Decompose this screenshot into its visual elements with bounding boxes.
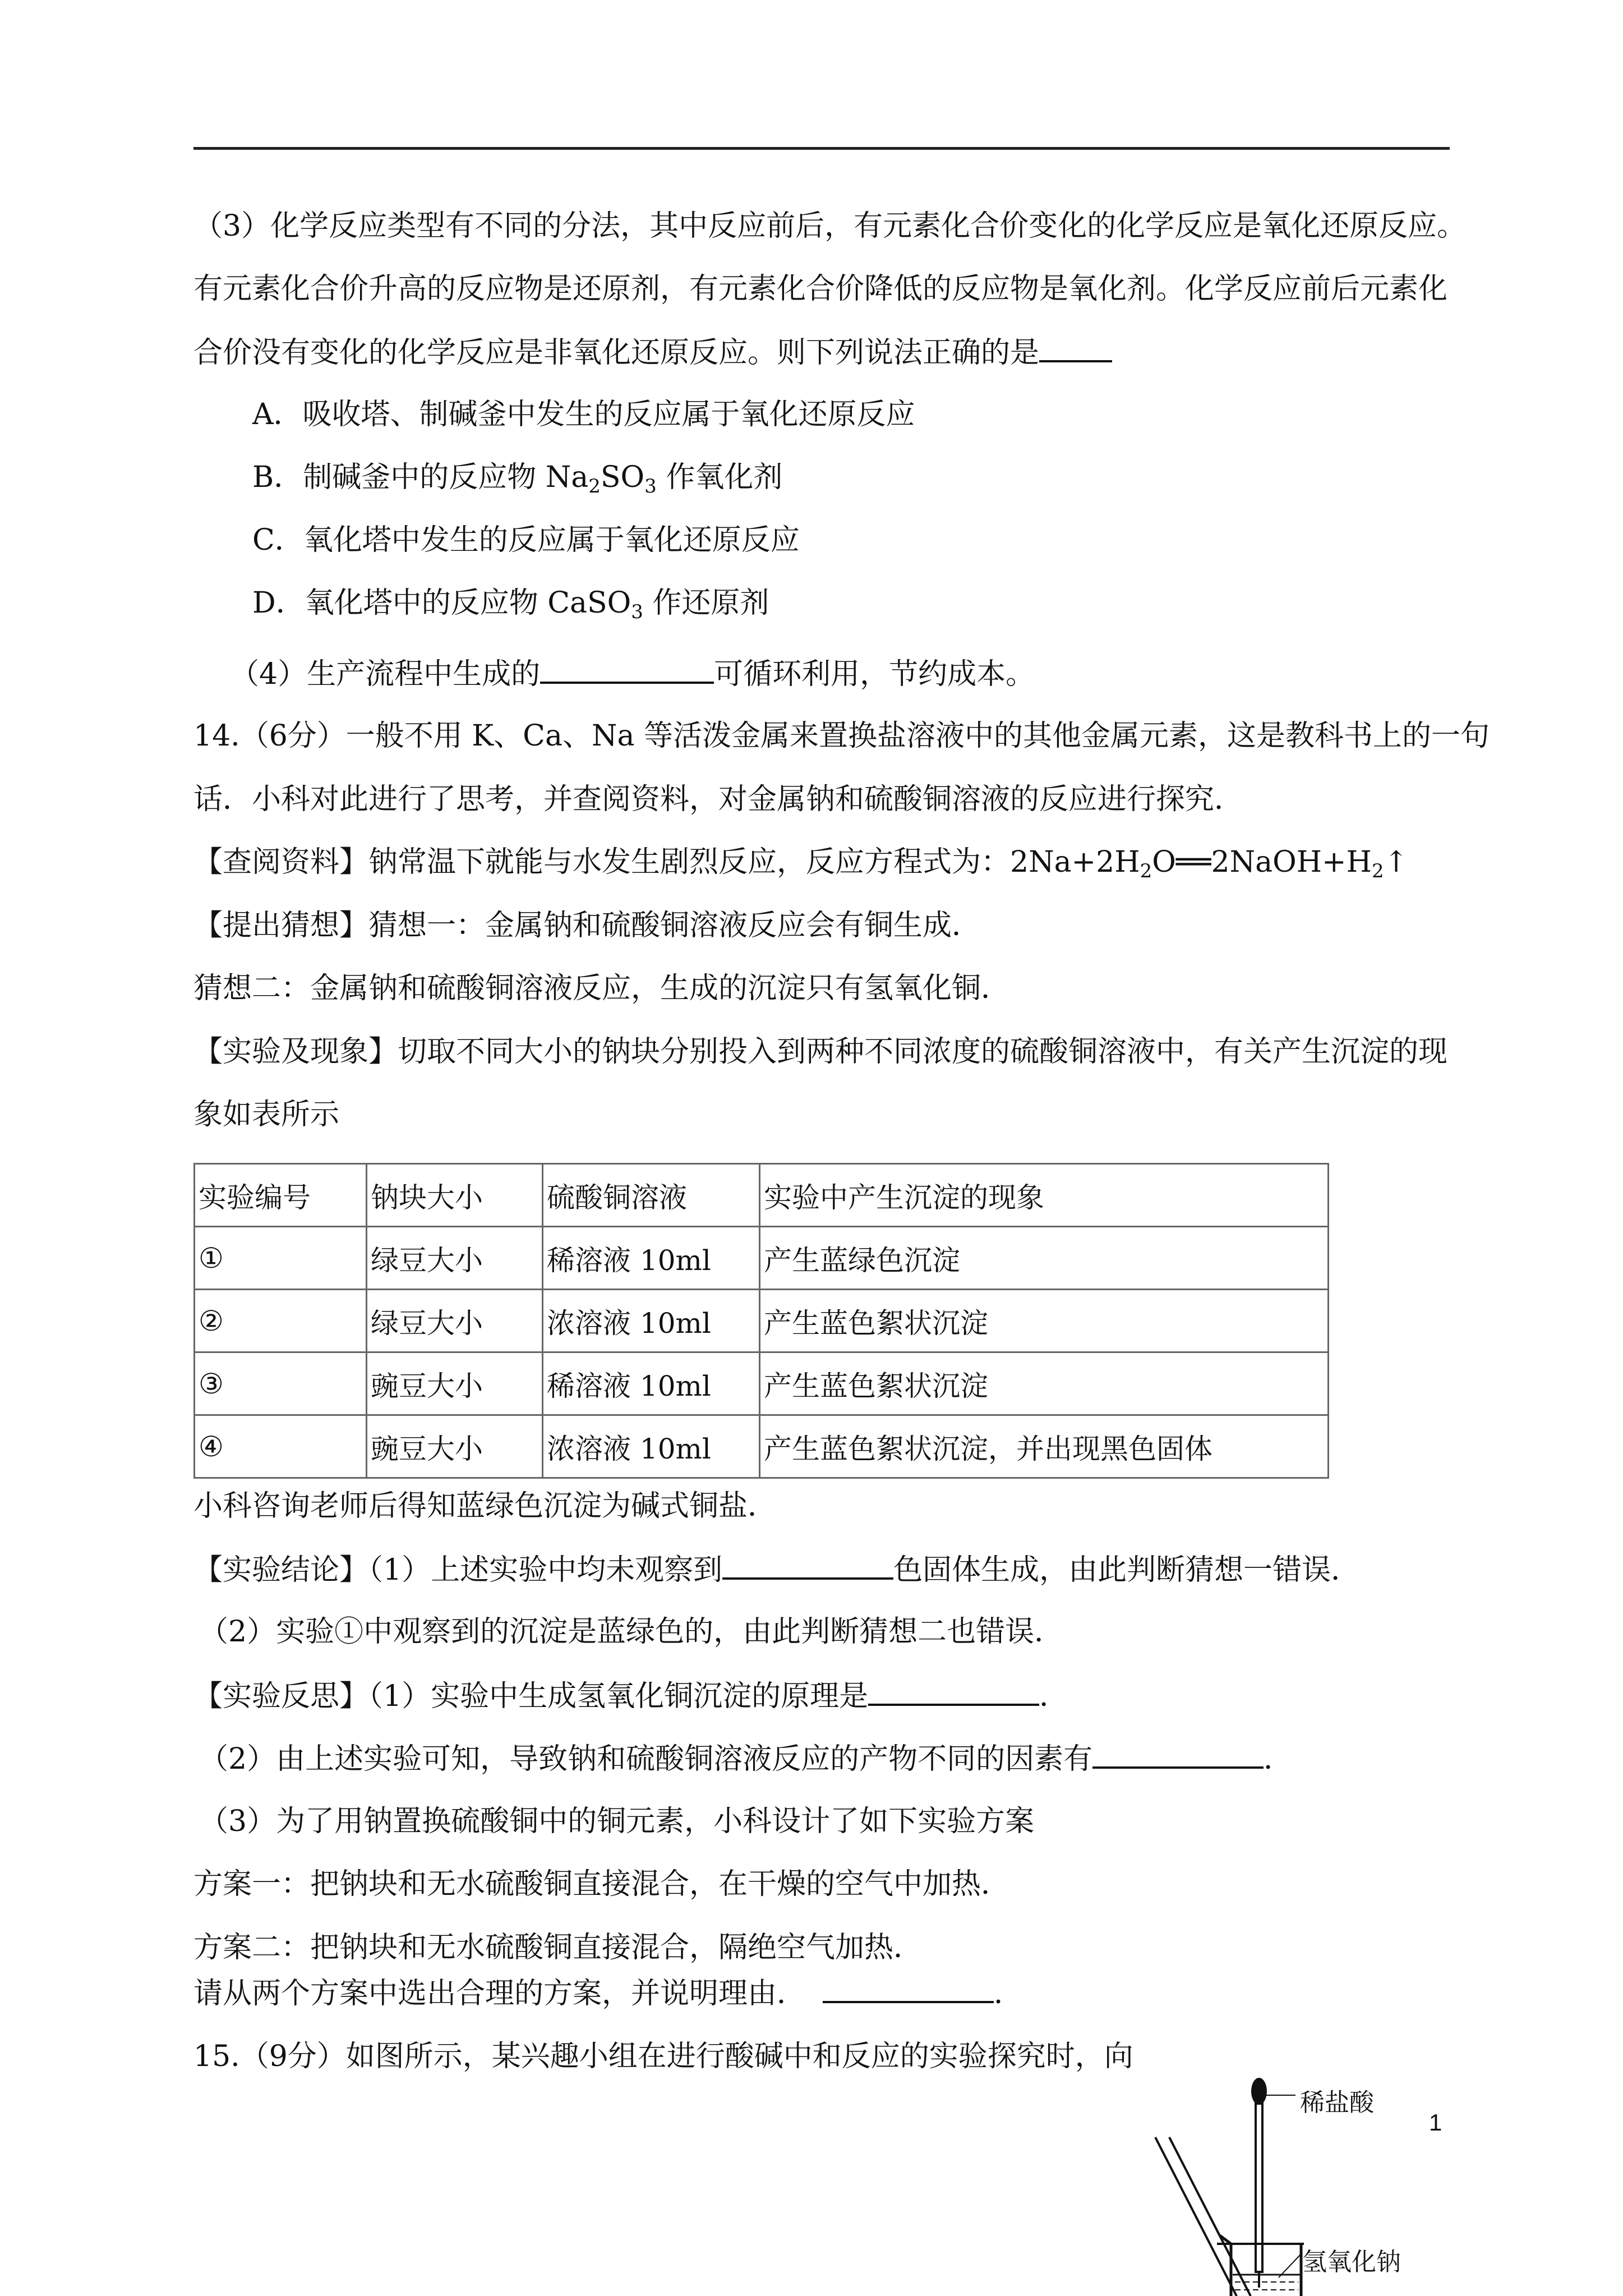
table-row xyxy=(195,1415,1329,1478)
table-header-cell: 实验编号 xyxy=(195,1164,367,1227)
page-number: 1 xyxy=(1429,2109,1442,2136)
table-cell: 产生蓝绿色沉淀 xyxy=(760,1227,1329,1290)
answer-blank[interactable] xyxy=(722,1549,893,1580)
table-row xyxy=(195,1352,1329,1415)
table-cell: 豌豆大小 xyxy=(367,1415,543,1478)
table-cell: 浓溶液 10ml xyxy=(543,1415,760,1478)
table-cell: 豌豆大小 xyxy=(367,1352,543,1415)
dropper-bulb-icon xyxy=(1251,2078,1267,2105)
label-dilute-hcl: 稀盐酸 xyxy=(1300,2088,1374,2117)
q13-part3-line2: 有元素化合价升高的反应物是还原剂，有元素化合价降低的反应物是氧化剂。化学反应前后元素化 xyxy=(193,272,1448,306)
q13-part3-line3: 合价没有变化的化学反应是非氧化还原反应。则下列说法正确的是 xyxy=(193,332,1112,372)
q14-line2: 话．小科对此进行了思考，并查阅资料，对金属钠和硫酸铜溶液的反应进行探究． xyxy=(193,783,1244,816)
q14-reflection1: 【实验反思】（1）实验中生成氢氧化铜沉淀的原理是 ． xyxy=(193,1676,1068,1716)
q13-option-c: C．氧化塔中发生的反应属于氧化还原反应 xyxy=(252,523,800,557)
answer-blank[interactable] xyxy=(540,654,714,684)
answer-blank[interactable] xyxy=(1092,1738,1264,1769)
q14-guess2: 猜想二：金属钠和硫酸铜溶液反应，生成的沉淀只有氢氧化铜． xyxy=(193,972,1011,1005)
q14-after-table: 小科咨询老师后得知蓝绿色沉淀为碱式铜盐． xyxy=(193,1489,777,1523)
table-cell: 产生蓝色絮状沉淀 xyxy=(760,1290,1329,1352)
q14-experiment-line1: 【实验及现象】切取不同大小的钠块分别投入到两种不同浓度的硫酸铜溶液中，有关产生沉淀的现 xyxy=(193,1035,1448,1069)
q14-line1: 14.（6分）一般不用 K、Ca、Na 等活泼金属来置换盐溶液中的其他金属元素，这是教科书上的一句 xyxy=(193,719,1490,753)
q14-guess1: 【提出猜想】猜想一：金属钠和硫酸铜溶液反应会有铜生成． xyxy=(193,909,981,942)
table-cell: 产生蓝色絮状沉淀 xyxy=(760,1352,1329,1415)
experiment-table xyxy=(193,1163,1329,1479)
table-cell: ① xyxy=(195,1227,367,1290)
answer-blank[interactable] xyxy=(868,1676,1039,1706)
table-cell: ② xyxy=(195,1290,367,1352)
table-cell: 稀溶液 10ml xyxy=(543,1352,760,1415)
header-rule xyxy=(193,147,1450,150)
glass-rod-icon xyxy=(1155,2137,1237,2296)
table-header-cell: 实验中产生沉淀的现象 xyxy=(760,1164,1329,1227)
q14-reflection2: （2）由上述实验可知，导致钠和硫酸铜溶液反应的产物不同的因素有 ． xyxy=(199,1738,1293,1779)
table-cell: ③ xyxy=(195,1352,367,1415)
label-naoh: 氢氧化钠 xyxy=(1302,2248,1401,2276)
q13-option-b: B．制碱釜中的反应物 $Na_2SO_3$ 作氧化剂 xyxy=(252,461,783,498)
q14-reflection3: （3）为了用钠置换硫酸铜中的铜元素，小科设计了如下实验方案 xyxy=(199,1805,1035,1838)
q14-choose: 请从两个方案中选出合理的方案，并说明理由． ． xyxy=(193,1973,1023,2013)
table-cell: 绿豆大小 xyxy=(367,1290,543,1352)
table-header-row xyxy=(195,1164,1329,1227)
q14-plan1: 方案一：把钠块和无水硫酸铜直接混合，在干燥的空气中加热． xyxy=(193,1867,1011,1901)
q15-line1: 15.（9分）如图所示，某兴趣小组在进行酸碱中和反应的实验探究时，向 xyxy=(193,2040,1133,2073)
q14-conclusion1: 【实验结论】（1）上述实验中均未观察到 色固体生成，由此判断猜想一错误． xyxy=(193,1549,1360,1590)
answer-blank[interactable] xyxy=(1039,332,1112,362)
q14-plan2: 方案二：把钠块和无水硫酸铜直接混合，隔绝空气加热． xyxy=(193,1931,923,1964)
q13-part3-line1: （3）化学反应类型有不同的分法，其中反应前后，有元素化合价变化的化学反应是氧化还原反应。 xyxy=(193,209,1467,243)
table-cell: 绿豆大小 xyxy=(367,1227,543,1290)
table-cell: ④ xyxy=(195,1415,367,1478)
q14-experiment-line2: 象如表所示 xyxy=(193,1098,340,1131)
table-cell: 浓溶液 10ml xyxy=(543,1290,760,1352)
table-header-cell: 硫酸铜溶液 xyxy=(543,1164,760,1227)
q13-option-d: D．氧化塔中的反应物 CaSO$_3$ 作还原剂 xyxy=(252,586,769,623)
q13-part4: （4）生产流程中生成的 可循环利用，节约成本。 xyxy=(230,654,1035,694)
q14-conclusion2: （2）实验①中观察到的沉淀是蓝绿色的，由此判断猜想二也错误． xyxy=(199,1615,1064,1649)
table-header-cell: 钠块大小 xyxy=(367,1164,543,1227)
table-cell: 产生蓝色絮状沉淀，并出现黑色固体 xyxy=(760,1415,1329,1478)
table-row xyxy=(195,1290,1329,1352)
q13-option-a: A．吸收塔、制碱釜中发生的反应属于氧化还原反应 xyxy=(252,398,915,431)
table-cell: 稀溶液 10ml xyxy=(543,1227,760,1290)
answer-blank[interactable] xyxy=(823,1973,994,2003)
q14-reference: 【查阅资料】钠常温下就能与水发生剧烈反应，反应方程式为：$2Na+2H_2O══2NaOH+H_2↑$ xyxy=(193,845,1409,882)
dropper-tube-icon xyxy=(1256,2104,1262,2272)
table-row xyxy=(195,1227,1329,1290)
